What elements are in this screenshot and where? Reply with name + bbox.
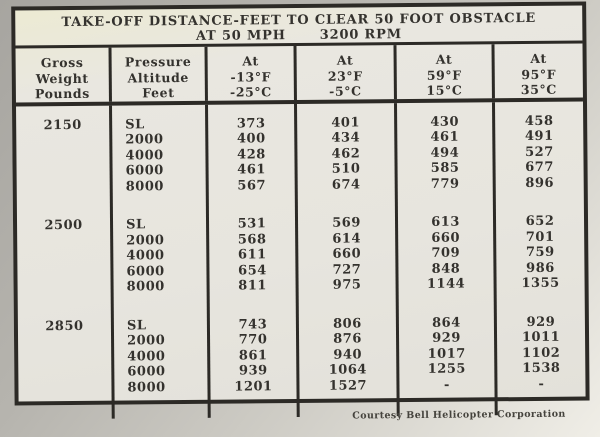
cell-distance-value: 940 xyxy=(333,346,363,363)
header-line-0-0: Gross xyxy=(40,54,84,71)
cell-distance-value: 458 xyxy=(524,113,554,129)
cell-distance-value: 674 xyxy=(331,176,361,193)
column-pressure-altitude xyxy=(112,104,211,418)
header-line-0-2: Pounds xyxy=(34,85,90,102)
cell-distance-value: 1201 xyxy=(234,378,273,395)
cell-altitude: SL xyxy=(125,116,145,133)
cell-distance-value: 1017 xyxy=(427,346,466,362)
value-block-2150-col3 xyxy=(495,113,584,191)
column-values-95f xyxy=(495,101,586,415)
cell-gross-weight: 2500 xyxy=(44,217,83,234)
cell-distance-value: 1102 xyxy=(522,345,561,361)
cell-distance-value: 848 xyxy=(431,261,461,277)
cell-altitude: 4000 xyxy=(125,147,164,164)
cell-altitude: SL xyxy=(126,317,147,334)
value-block-2500-col1 xyxy=(298,215,396,293)
cell-distance-value: 727 xyxy=(332,261,362,278)
header-line-2-2: -25°C xyxy=(229,84,272,100)
cell-altitude: 8000 xyxy=(125,178,164,195)
cell-distance-value: 510 xyxy=(331,161,361,177)
weight-block-2150 xyxy=(16,117,110,195)
column-gross-weight xyxy=(16,105,115,419)
cell-distance-value: 462 xyxy=(331,145,361,162)
table-header-row xyxy=(16,44,583,106)
cell-distance-value: 491 xyxy=(524,128,554,145)
header-temp-59f xyxy=(396,44,494,98)
cell-distance-value: 939 xyxy=(238,363,268,379)
cell-distance-value: 401 xyxy=(331,114,361,131)
cell-distance-value: 1538 xyxy=(522,360,561,377)
cell-distance-value: 975 xyxy=(332,277,362,293)
cell-altitude: 2000 xyxy=(126,232,165,249)
header-line-1-2: Feet xyxy=(142,85,175,101)
cell-distance-value: 660 xyxy=(332,246,362,262)
cell-distance-value: 709 xyxy=(431,245,461,261)
value-block-2500-col0 xyxy=(209,216,296,294)
header-gross-weight xyxy=(16,48,112,102)
cell-altitude: SL xyxy=(125,217,146,233)
value-block-2150-col2 xyxy=(397,114,493,192)
header-temp-minus13f xyxy=(207,46,296,100)
cell-distance-value: 585 xyxy=(430,160,460,176)
cell-distance-value: 986 xyxy=(526,260,555,276)
cell-distance-value: 896 xyxy=(525,175,555,191)
cell-distance-value: 461 xyxy=(237,162,266,178)
cell-distance-value: 1527 xyxy=(328,377,368,394)
weight-block-2500 xyxy=(17,218,111,296)
table-title-rpm: 3200 RPM xyxy=(319,26,402,43)
altitude-block-2500 xyxy=(113,217,207,295)
header-line-5-2: 35°C xyxy=(520,81,557,98)
cell-distance-value: 811 xyxy=(238,278,267,294)
value-block-2850-col2 xyxy=(399,315,495,393)
cell-distance-value: 461 xyxy=(430,129,460,145)
cell-distance-value: - xyxy=(443,377,450,393)
cell-gross-weight: 2150 xyxy=(43,117,82,133)
cell-distance-value: 652 xyxy=(525,213,555,230)
cell-altitude: 6000 xyxy=(125,163,164,179)
header-line-1-0: Pressure xyxy=(124,53,192,70)
table-body xyxy=(16,101,586,419)
cell-distance-value: 569 xyxy=(332,215,361,231)
cell-distance-value: 614 xyxy=(332,230,362,247)
cell-distance-value: - xyxy=(538,376,545,392)
header-temp-23f xyxy=(296,45,396,99)
table-title-speed: AT 50 MPH xyxy=(195,27,286,44)
header-line-2-1: -13°F xyxy=(230,68,272,85)
cell-distance-value: 567 xyxy=(237,177,267,194)
cell-distance-value: 1255 xyxy=(427,361,466,377)
cell-altitude: 4000 xyxy=(126,248,165,264)
cell-gross-weight: 2850 xyxy=(45,318,84,334)
header-line-4-2: 15°C xyxy=(426,82,463,98)
cell-altitude: 6000 xyxy=(126,263,165,280)
cell-distance-value: 864 xyxy=(432,315,461,331)
header-line-3-0: At xyxy=(336,52,354,68)
header-line-2-0: At xyxy=(242,53,259,69)
header-pressure-altitude xyxy=(112,47,208,101)
cell-distance-value: 1064 xyxy=(328,362,367,378)
cell-distance-value: 677 xyxy=(525,159,554,176)
value-block-2850-col1 xyxy=(299,316,397,394)
cell-altitude: 4000 xyxy=(127,348,166,365)
cell-distance-value: 743 xyxy=(238,316,268,333)
cell-distance-value: 430 xyxy=(430,114,460,130)
value-block-2150-col0 xyxy=(208,116,295,194)
header-line-5-0: At xyxy=(530,50,547,66)
header-line-3-2: -5°C xyxy=(329,83,362,99)
cell-distance-value: 611 xyxy=(237,247,267,263)
cell-altitude: 8000 xyxy=(127,379,166,396)
value-block-2850-col3 xyxy=(497,314,586,392)
weight-block-2850 xyxy=(18,318,112,396)
cell-distance-value: 568 xyxy=(237,231,267,248)
cell-distance-value: 428 xyxy=(237,146,266,163)
cell-distance-value: 654 xyxy=(238,262,267,279)
table-title xyxy=(15,6,582,49)
cell-altitude: 2000 xyxy=(126,333,166,349)
cell-distance-value: 660 xyxy=(431,230,461,246)
cell-distance-value: 613 xyxy=(431,214,460,230)
header-line-4-1: 59°F xyxy=(426,67,462,83)
cell-distance-value: 1144 xyxy=(426,276,466,292)
cell-distance-value: 759 xyxy=(525,244,555,261)
cell-distance-value: 779 xyxy=(430,176,460,192)
cell-distance-value: 770 xyxy=(238,332,268,348)
header-line-3-1: 23°F xyxy=(327,67,363,84)
altitude-block-2850 xyxy=(114,317,208,395)
header-line-5-1: 95°F xyxy=(521,66,557,82)
cell-distance-value: 929 xyxy=(526,314,556,330)
cell-distance-value: 929 xyxy=(432,330,461,346)
cell-distance-value: 806 xyxy=(333,315,362,332)
courtesy-credit: Courtesy Bell Helicopter Corporation xyxy=(352,408,566,422)
cell-distance-value: 434 xyxy=(331,130,361,146)
cell-distance-value: 494 xyxy=(430,145,460,161)
cell-distance-value: 527 xyxy=(525,144,554,160)
cell-distance-value: 876 xyxy=(333,331,362,347)
cell-distance-value: 701 xyxy=(525,229,555,245)
cell-altitude: 2000 xyxy=(125,132,164,148)
header-temp-95f xyxy=(494,44,582,98)
column-values-minus13f xyxy=(208,104,300,418)
value-block-2500-col2 xyxy=(398,214,494,292)
cell-distance-value: 400 xyxy=(236,131,266,147)
value-block-2150-col1 xyxy=(297,115,395,193)
value-block-2850-col0 xyxy=(210,317,297,395)
table-title-line1: TAKE-OFF DISTANCE-FEET TO CLEAR 50 FOOT OBSTACLE xyxy=(61,10,537,31)
cell-altitude: 8000 xyxy=(126,279,165,295)
value-block-2500-col3 xyxy=(496,214,585,292)
cell-distance-value: 861 xyxy=(238,347,268,364)
header-line-1-1: Altitude xyxy=(127,69,189,85)
header-line-0-1: Weight xyxy=(35,70,89,86)
cell-distance-value: 1011 xyxy=(521,329,561,346)
column-values-59f xyxy=(397,102,498,416)
cell-altitude: 6000 xyxy=(127,364,166,380)
altitude-block-2150 xyxy=(112,116,206,194)
cell-distance-value: 1355 xyxy=(521,275,560,292)
cell-distance-value: 531 xyxy=(237,216,267,232)
header-line-4-0: At xyxy=(435,51,453,67)
cell-distance-value: 373 xyxy=(236,115,266,132)
column-values-23f xyxy=(297,103,400,417)
takeoff-distance-table xyxy=(11,1,589,405)
